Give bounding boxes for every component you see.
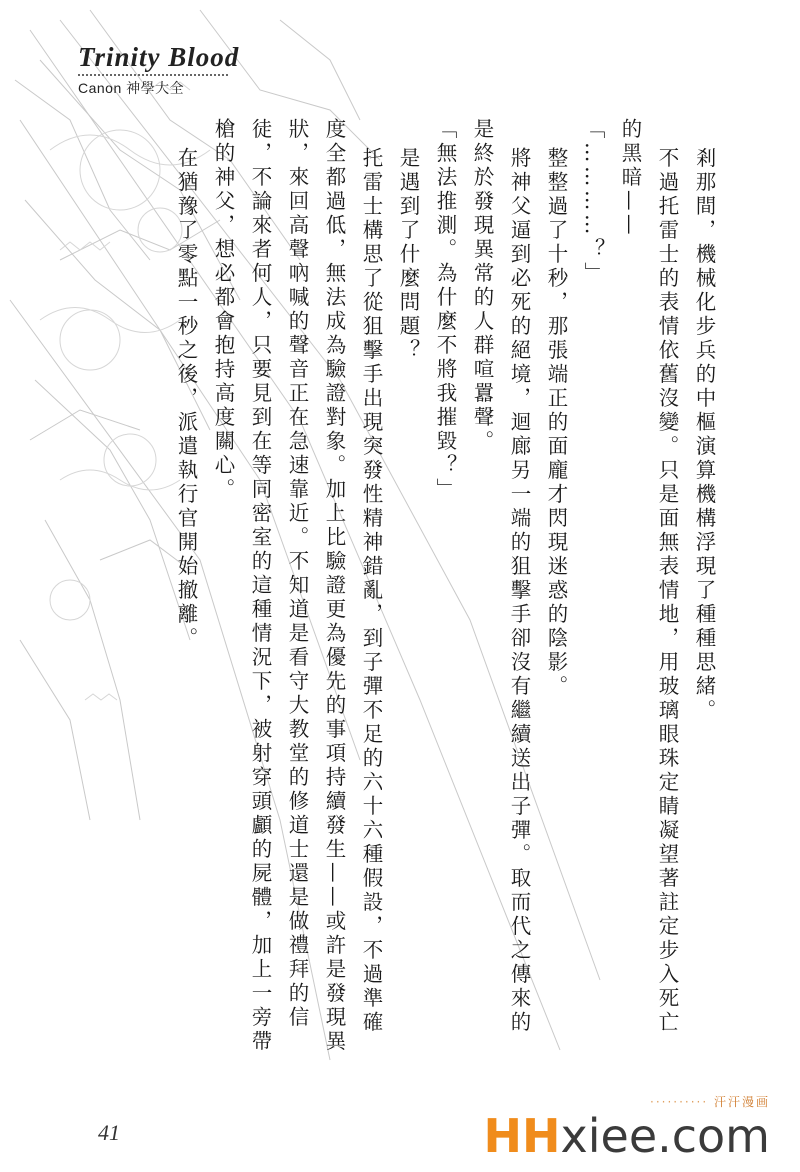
paragraph: 是遇到了什麼問題？: [396, 146, 420, 363]
paragraph: 不過托雷士的表情依舊沒變。只是面無表情地，用玻璃眼珠定睛凝望著註定步入死亡: [655, 146, 679, 1035]
book-subtitle: Canon 神學大全: [78, 80, 185, 96]
series-title: Trinity Blood: [78, 42, 240, 72]
paragraph-continuation: 狀，來回高聲吶喊的聲音正在急速靠近。不知道是看守大教堂的修道士還是做禮拜的信: [285, 118, 309, 1030]
dialogue-line: 「…………？」: [581, 118, 605, 286]
vertical-body-text: [67, 118, 722, 1088]
paragraph-continuation: 是終於發現異常的人群喧囂聲。: [470, 118, 494, 454]
paragraph-continuation: 槍的神父，想必都會抱持高度關心。: [211, 118, 235, 502]
watermark-brand-domain: xiee.com: [560, 1109, 770, 1163]
watermark-logo: [450, 1109, 770, 1163]
site-watermark: [450, 1093, 770, 1163]
paragraph: 在猶豫了零點一秒之後，派遣執行官開始撤離。: [174, 146, 198, 651]
watermark-dots: ··········: [650, 1095, 709, 1109]
watermark-site-name: 汗汗漫画: [713, 1095, 770, 1109]
paragraph-continuation: 度全都過低，無法成為驗證對象。加上比驗證更為優先的事項持續發生——或許是發現異: [322, 118, 346, 1054]
paragraph-continuation: 徒，不論來者何人，只要見到在等同密室的這種情況下，被射穿頭顱的屍體，加上一旁帶: [248, 118, 272, 1054]
dialogue-line: 「無法推測。為什麼不將我摧毀？」: [433, 118, 457, 502]
paragraph-continuation: 的黑暗——: [618, 118, 642, 238]
running-header: [78, 42, 240, 98]
watermark-caption: [450, 1093, 770, 1110]
paragraph: 整整過了十秒，那張端正的面龐才閃現迷惑的陰影。: [544, 146, 568, 699]
page-number: 41: [98, 1120, 120, 1145]
header-dotted-rule: [78, 74, 228, 76]
watermark-brand-hh: HH: [483, 1109, 561, 1163]
paragraph: 將神父逼到必死的絕境，迴廊另一端的狙擊手卻沒有繼續送出子彈。取而代之傳來的: [507, 146, 531, 1035]
paragraph: 剎那間，機械化步兵的中樞演算機構浮現了種種思緒。: [692, 146, 716, 723]
paragraph: 托雷士構思了從狙擊手出現突發性精神錯亂，到子彈不足的六十六種假設，不過準確: [359, 146, 383, 1035]
